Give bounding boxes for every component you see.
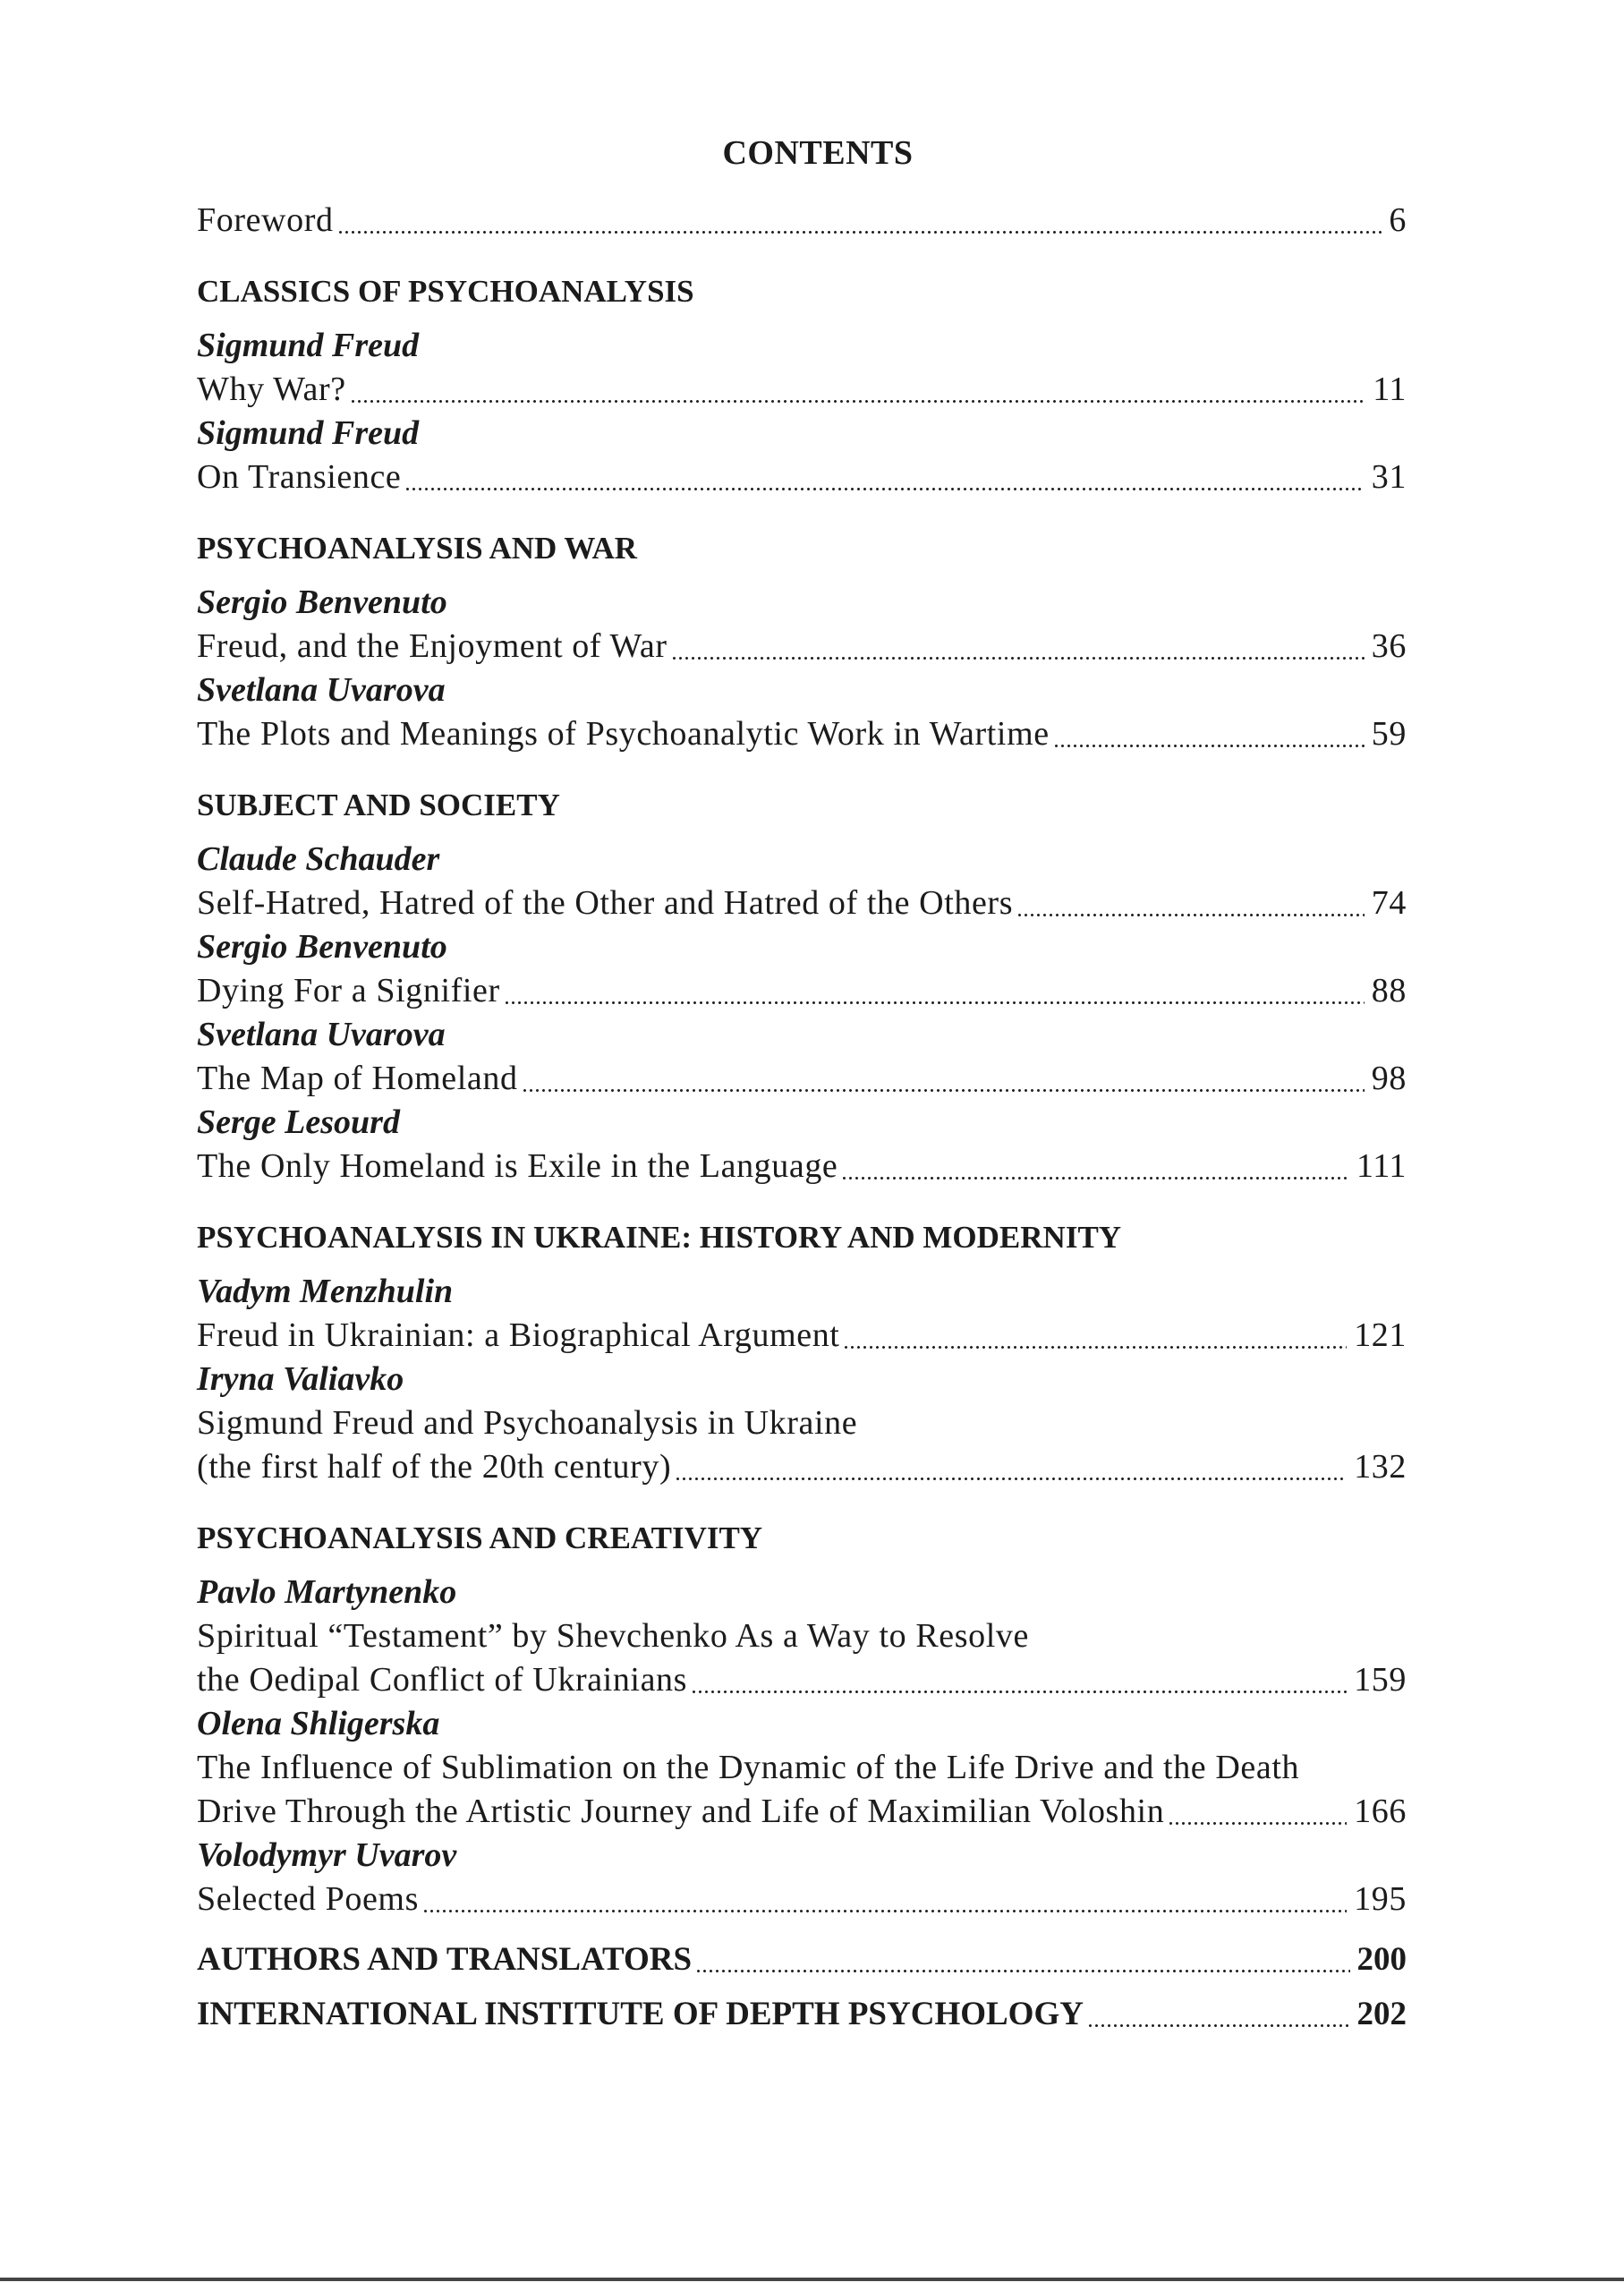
table-of-contents <box>197 132 1407 2036</box>
author-name: Svetlana Uvarova <box>197 1016 446 1053</box>
dot-leader <box>404 456 1364 499</box>
entry-title: Freud, and the Enjoyment of War <box>197 627 667 665</box>
author-name: Volodymyr Uvarov <box>197 1836 457 1874</box>
author-name: Serge Lesourd <box>197 1103 400 1141</box>
toc-entry <box>197 712 1407 756</box>
page-number: 132 <box>1354 1448 1407 1486</box>
toc-entry-row <box>197 881 1407 925</box>
dot-leader <box>843 1314 1347 1358</box>
page-number: 98 <box>1371 1060 1407 1097</box>
toc-entry-row <box>197 1658 1407 1702</box>
entry-title: Drive Through the Artistic Journey and Life of Maximilian Voloshin <box>197 1793 1165 1830</box>
entry-title: Why War? <box>197 370 346 408</box>
major-section-entry <box>197 1938 1407 1981</box>
section-heading: PSYCHOANALYSIS IN UKRAINE: HISTORY AND MODERNITY <box>197 1220 1122 1255</box>
section-heading: SUBJECT AND SOCIETY <box>197 788 560 822</box>
entry-title: Foreword <box>197 201 334 239</box>
toc-entry <box>197 1314 1407 1358</box>
toc-entry <box>197 969 1407 1013</box>
toc-entry-row <box>197 1314 1407 1358</box>
dot-leader <box>671 625 1365 669</box>
toc-entry <box>197 1057 1407 1101</box>
page-number: 202 <box>1356 1996 1407 2032</box>
dot-leader <box>422 1878 1347 1921</box>
dot-leader <box>522 1057 1365 1101</box>
entry-title: AUTHORS AND TRANSLATORS <box>197 1941 693 1978</box>
entry-title: Selected Poems <box>197 1880 419 1918</box>
dot-leader <box>1087 1992 1350 2036</box>
page-number: 195 <box>1354 1880 1407 1918</box>
dot-leader <box>337 199 1382 243</box>
toc-entry <box>197 1614 1407 1702</box>
major-section-entry <box>197 1992 1407 2036</box>
dot-leader <box>350 368 1366 412</box>
entry-title: The Plots and Meanings of Psychoanalytic Work in Wartime <box>197 715 1050 753</box>
author-name: Sergio Benvenuto <box>197 928 447 966</box>
page-number: 159 <box>1354 1661 1407 1699</box>
toc-entry <box>197 368 1407 412</box>
toc-entry-row <box>197 1790 1407 1834</box>
entry-title: INTERNATIONAL INSTITUTE OF DEPTH PSYCHOLOGY <box>197 1996 1084 2032</box>
toc-entry-row <box>197 1145 1407 1188</box>
author-name: Vadym Menzhulin <box>197 1273 454 1310</box>
page-number: 200 <box>1356 1941 1407 1978</box>
toc-entry-row <box>197 1878 1407 1921</box>
page-edge-divider <box>0 2278 1624 2281</box>
page-title: CONTENTS <box>722 134 914 172</box>
toc-entry <box>197 456 1407 499</box>
toc-entry-row <box>197 1445 1407 1489</box>
toc-entry-row <box>197 199 1407 243</box>
page-number: 121 <box>1354 1316 1407 1354</box>
page-number: 166 <box>1354 1793 1407 1830</box>
page-number: 31 <box>1371 458 1407 496</box>
section-heading: PSYCHOANALYSIS AND CREATIVITY <box>197 1520 763 1555</box>
entry-title-line: Spiritual “Testament” by Shevchenko As a Way to Resolve <box>197 1617 1029 1655</box>
entry-title: (the first half of the 20th century) <box>197 1448 672 1486</box>
author-name: Iryna Valiavko <box>197 1360 404 1398</box>
dot-leader <box>1016 881 1365 925</box>
toc-entry-row <box>197 712 1407 756</box>
dot-leader <box>675 1445 1347 1489</box>
dot-leader <box>1053 712 1365 756</box>
author-name: Pavlo Martynenko <box>197 1573 457 1611</box>
author-name: Sigmund Freud <box>197 414 420 452</box>
entry-title: Self-Hatred, Hatred of the Other and Hatred of the Others <box>197 884 1014 922</box>
toc-entry-row <box>197 368 1407 412</box>
toc-entry <box>197 625 1407 669</box>
entry-title: The Only Homeland is Exile in the Language <box>197 1147 838 1185</box>
toc-entry <box>197 881 1407 925</box>
page-number: 11 <box>1373 370 1407 408</box>
page-number: 88 <box>1371 972 1407 1009</box>
toc-entry-row <box>197 1057 1407 1101</box>
section-heading: CLASSICS OF PSYCHOANALYSIS <box>197 274 694 309</box>
author-name: Sergio Benvenuto <box>197 583 447 621</box>
page-number: 6 <box>1389 201 1407 239</box>
entry-title-line: Sigmund Freud and Psychoanalysis in Ukraine <box>197 1404 858 1442</box>
entry-title: On Transience <box>197 458 402 496</box>
author-name: Olena Shligerska <box>197 1705 440 1742</box>
dot-leader <box>841 1145 1349 1188</box>
entry-title: Freud in Ukrainian: a Biographical Argument <box>197 1316 840 1354</box>
author-name: Sigmund Freud <box>197 327 420 364</box>
author-name: Claude Schauder <box>197 840 440 878</box>
dot-leader <box>504 969 1365 1013</box>
dot-leader <box>691 1658 1347 1702</box>
toc-entry-row <box>197 625 1407 669</box>
toc-entry <box>197 1145 1407 1188</box>
page-number: 111 <box>1356 1147 1407 1185</box>
toc-entry-row <box>197 456 1407 499</box>
page-number: 59 <box>1371 715 1407 753</box>
author-name: Svetlana Uvarova <box>197 671 446 709</box>
entry-title: The Map of Homeland <box>197 1060 518 1097</box>
page-number: 36 <box>1371 627 1407 665</box>
entry-title: the Oedipal Conflict of Ukrainians <box>197 1661 688 1699</box>
entry-title: Dying For a Signifier <box>197 972 500 1009</box>
section-heading: PSYCHOANALYSIS AND WAR <box>197 531 638 566</box>
toc-entry-row <box>197 969 1407 1013</box>
toc-entry <box>197 199 1407 243</box>
toc-entry <box>197 1746 1407 1834</box>
dot-leader <box>695 1938 1349 1981</box>
dot-leader <box>1168 1790 1347 1834</box>
entry-title-line: The Influence of Sublimation on the Dynamic of the Life Drive and the Death <box>197 1749 1300 1786</box>
toc-entry <box>197 1401 1407 1489</box>
page-number: 74 <box>1371 884 1407 922</box>
toc-entry <box>197 1878 1407 1921</box>
